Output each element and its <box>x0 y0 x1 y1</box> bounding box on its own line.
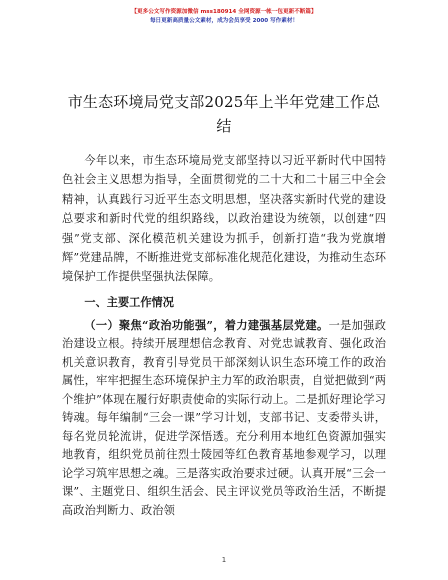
promo-line-2: 每日更新高质量公文素材，成为会员享受 2000 写作素材！ <box>149 18 299 24</box>
section-heading: 一、主要工作情况 <box>84 295 174 309</box>
document-title: 市生态环境局党支部2025年上半年党建工作总结 <box>67 93 381 135</box>
subsection-body: 一是加强政治建设立根。持续开展理想信念教育、对党忠诚教育、强化政治机关意识教育，教育引导党员干部深刻认识生态环境工作的政治属性，牢牢把握生态环境保护主力军的政治职责，自觉把做到“两个维护”体现在履行好职责使命的实际行动上。二是抓好理论学习铸魂。每年编制“三会一课”学习计划，支部书记、支委带头讲，每名党员轮流讲，促进学深悟透。充分利用本地红色资源加强实地教育，组织党员前往烈士陵园等红色教育基地参观学习，以理论学习筑牢思想之魂。三是落实政治要求过硬。认真开展“三会一课”、主题党日、组织生活会、民主评议党员等政治生活，不断提高政治判断力、政治领 <box>62 318 386 517</box>
promo-banner <box>0 8 448 26</box>
intro-paragraph: 今年以来，市生态环境局党支部坚持以习近平新时代中国特色社会主义思想为指导，全面贯彻党的二十大和二十届三中全会精神，认真践行习近平生态文明思想，坚决落实新时代党的建设总要求和新时代党的组织路线，以政治建设为统领，以创建“四强”党支部、深化模范机关建设为抓手，创新打造“我为党旗增辉”党建品牌，不断推进党支部标准化规范化建设，为推动生态环境保护工作提供坚强执法保障。 <box>62 154 386 284</box>
promo-line-1: 【更多公文写作资源加微信 mss180914 全网资源一帐一包更新不断篇】 <box>131 9 317 15</box>
page-number: 1 <box>221 556 227 564</box>
subsection-heading: （一）聚焦“政治功能强”，着力建强基层党建。 <box>84 317 329 332</box>
subsection-paragraph <box>62 316 386 521</box>
document-body <box>62 90 386 520</box>
